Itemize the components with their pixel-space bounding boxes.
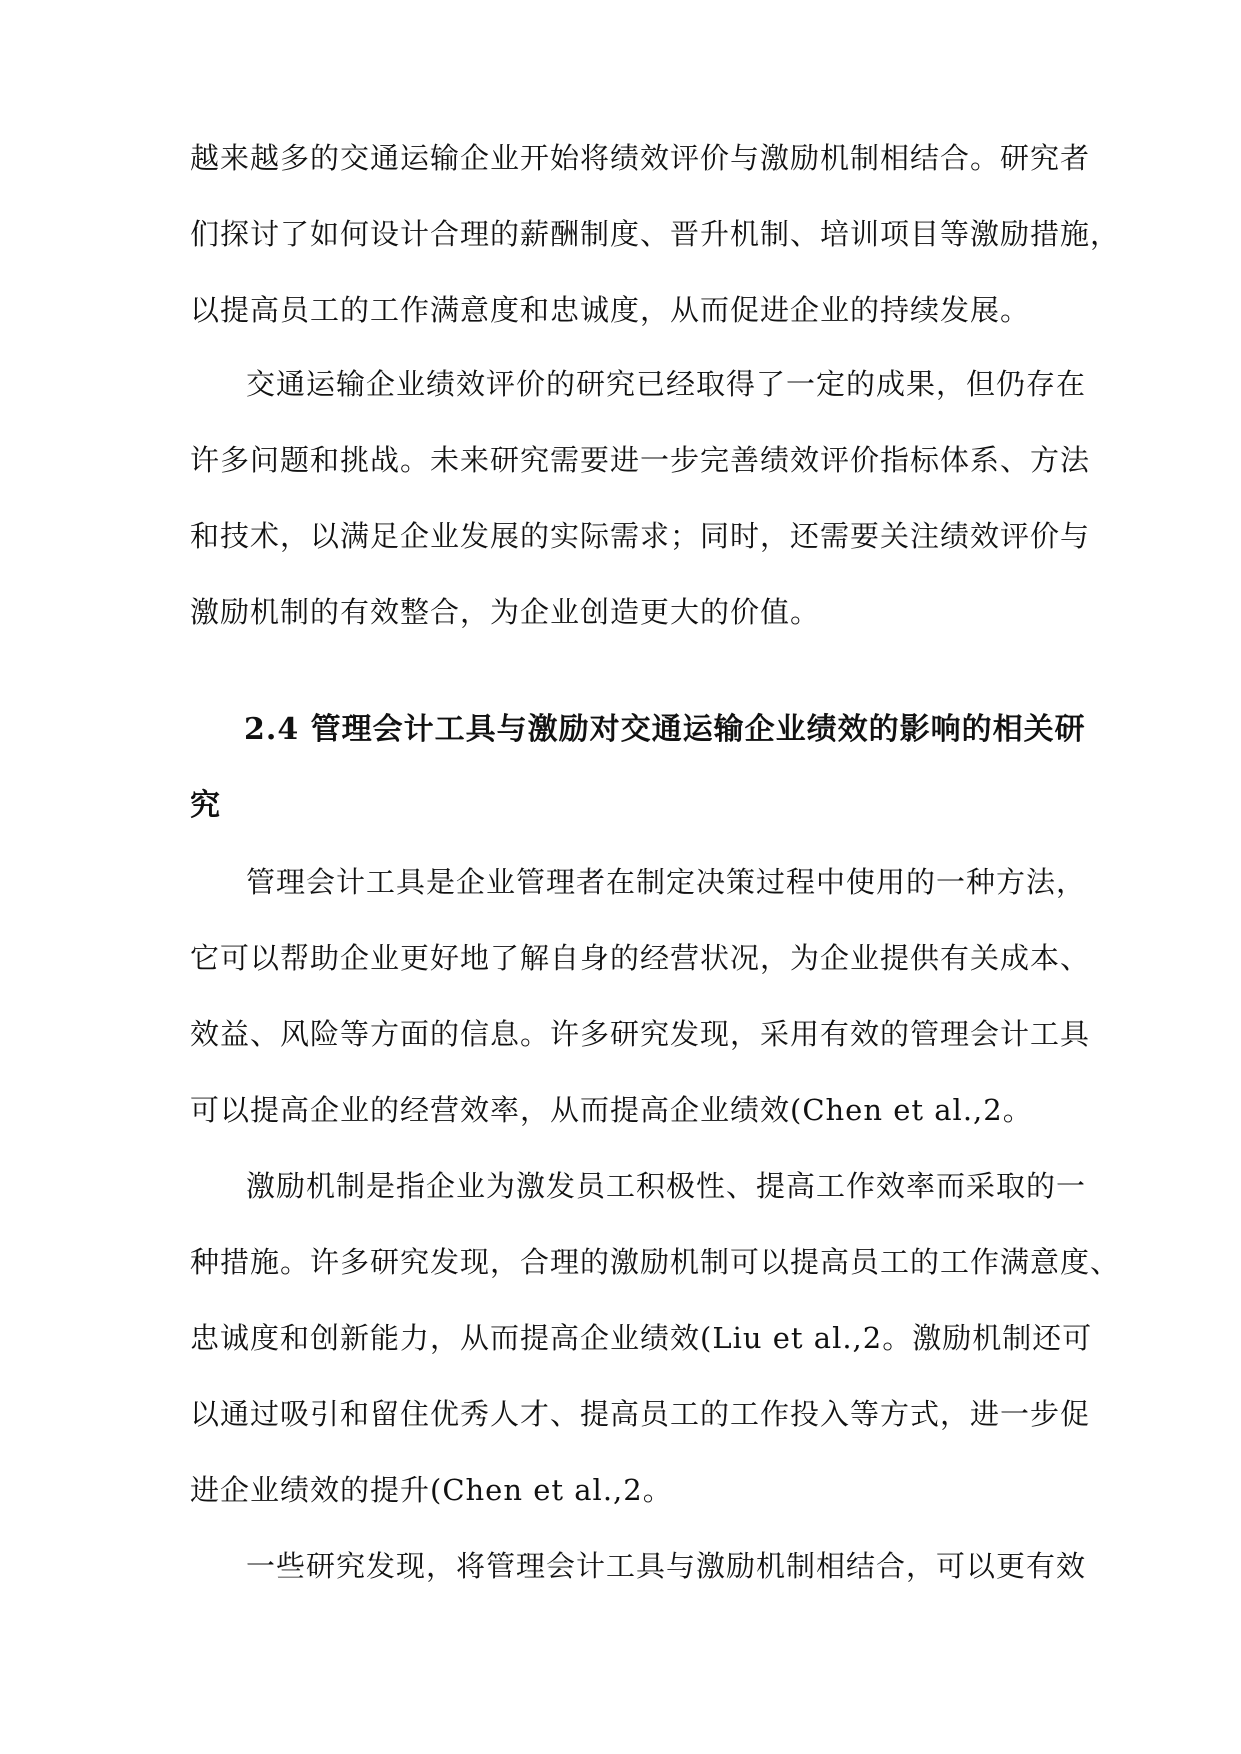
paragraph-5-line-1: 一些研究发现，将管理会计工具与激励机制相结合，可以更有效 xyxy=(246,1549,1087,1583)
section-heading-line-1: 2.4 管理会计工具与激励对交通运输企业绩效的影响的相关研 xyxy=(244,712,1086,747)
paragraph-4-line-3: 忠诚度和创新能力，从而提高企业绩效(Liu et al.,2。激励机制还可 xyxy=(190,1321,1093,1355)
paragraph-3-line-4: 可以提高企业的经营效率，从而提高企业绩效(Chen et al.,2。 xyxy=(190,1093,1033,1127)
paragraph-3-line-2: 它可以帮助企业更好地了解自身的经营状况，为企业提供有关成本、 xyxy=(190,941,1091,975)
paragraph-3-line-1: 管理会计工具是企业管理者在制定决策过程中使用的一种方法， xyxy=(246,865,1087,899)
paragraph-4-line-4: 以通过吸引和留住优秀人才、提高员工的工作投入等方式，进一步促 xyxy=(190,1397,1091,1431)
paragraph-4-line-1: 激励机制是指企业为激发员工积极性、提高工作效率而采取的一 xyxy=(246,1169,1087,1203)
paragraph-2-line-3: 和技术，以满足企业发展的实际需求；同时，还需要关注绩效评价与 xyxy=(190,519,1091,553)
paragraph-2-line-1: 交通运输企业绩效评价的研究已经取得了一定的成果，但仍存在 xyxy=(246,367,1087,401)
paragraph-3-line-3: 效益、风险等方面的信息。许多研究发现，采用有效的管理会计工具 xyxy=(190,1017,1091,1051)
paragraph-1-line-1: 越来越多的交通运输企业开始将绩效评价与激励机制相结合。研究者 xyxy=(190,141,1091,175)
paragraph-1-line-2: 们探讨了如何设计合理的薪酬制度、晋升机制、培训项目等激励措施， xyxy=(190,217,1121,251)
paragraph-2-line-4: 激励机制的有效整合，为企业创造更大的价值。 xyxy=(190,595,821,629)
paragraph-2-line-2: 许多问题和挑战。未来研究需要进一步完善绩效评价指标体系、方法 xyxy=(190,443,1091,477)
paragraph-4-line-5: 进企业绩效的提升(Chen et al.,2。 xyxy=(190,1473,673,1507)
paragraph-4-line-2: 种措施。许多研究发现，合理的激励机制可以提高员工的工作满意度、 xyxy=(190,1245,1121,1279)
section-heading-line-2: 究 xyxy=(190,788,221,823)
paragraph-1-line-3: 以提高员工的工作满意度和忠诚度，从而促进企业的持续发展。 xyxy=(190,293,1031,327)
